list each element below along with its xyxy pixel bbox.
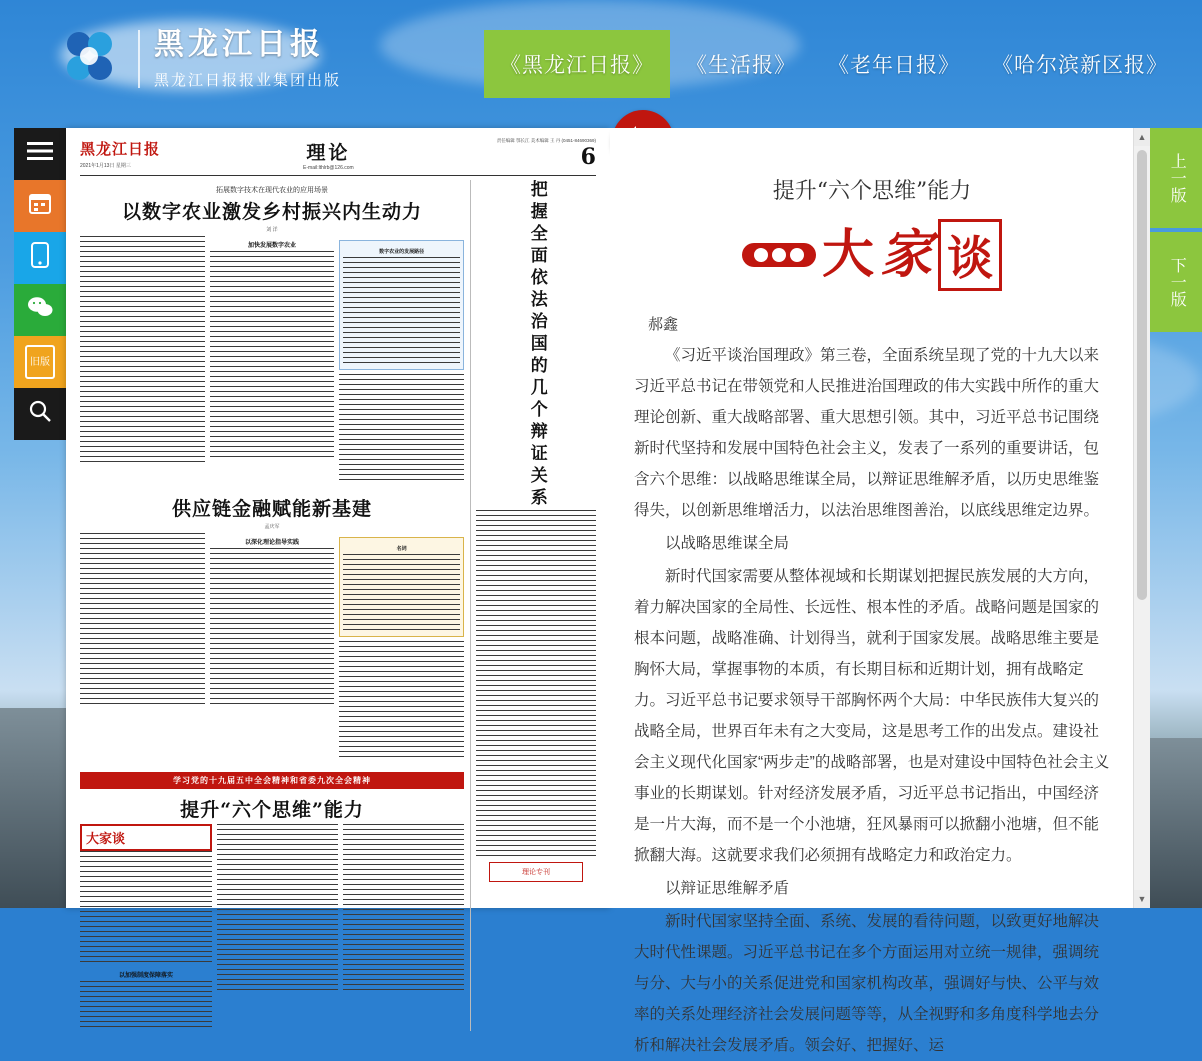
- article-byline-1: 刘 洋: [266, 227, 278, 233]
- calendar-icon: [28, 191, 52, 221]
- paper-text-block: [476, 510, 596, 856]
- article-byline-2: 孟庆军: [264, 524, 280, 531]
- scroll-up-icon[interactable]: ▲: [1134, 128, 1150, 146]
- newspaper-page-viewer[interactable]: [66, 128, 610, 980]
- article-paragraph: 《习近平谈治国理政》第三卷，全面系统呈现了党的十九大以来习近平总书记在带领党和人民推进治国理政的伟大实践中所作的重大理论创新、重大战略部署、重大思想引领。其中，习近平总书记围绕新时代坚持和发展中国特色社会主义，发表了一系列的重要讲话，包含六个思维：以战略思维谋全局，以辩证思维解矛盾，以历史思维鉴得失，以创新思维增活力，以法治思维图善治，以底线思维定边界。: [634, 347, 1100, 519]
- mobile-button[interactable]: [14, 232, 66, 284]
- dajiatan-figures-icon: [742, 243, 816, 267]
- menu-button[interactable]: [14, 128, 66, 180]
- paper-nav: [484, 30, 1184, 98]
- prev-page-button[interactable]: [1150, 128, 1202, 228]
- wechat-button[interactable]: [14, 284, 66, 336]
- page-nav-buttons: [1150, 128, 1202, 336]
- dajiatan-char-tan: 谈: [938, 219, 1002, 291]
- paper-text-block: [80, 236, 205, 463]
- paper-text-block: [80, 533, 205, 706]
- article-paragraph: 新时代国家需要从整体视域和长期谋划把握民族发展的大方向，着力解决国家的全局性、长远性、根本性的矛盾。战略问题是国家的根本问题，战略准确、计划得当，就利于国家发展。战略思维主要是胸怀大局，掌握事物的本质，有长期目标和近期计划，拥有战略定力。习近平总书记要求领导干部胸怀两个大局：中华民族伟大复兴的战略全局，世界百年未有之大变局，这是思考工作的出发点。建设社会主义现代化国家“两步走”的战略部署，也是对建设中国特色社会主义事业的长期谋划。针对经济发展矛盾，习近平总书记指出，中国经济是一片大海，而不是一个小池塘，狂风暴雨可以掀翻小池塘，但不能掀翻大海。这就要求我们必须拥有战略定力和政治定力。: [634, 568, 1110, 864]
- next-page-label: 下一版: [1168, 256, 1186, 308]
- dajiatan-char-jia: 家: [880, 224, 933, 285]
- paper-subhead: 以加强制度保障落实: [118, 972, 173, 980]
- nav-item-harbin-new-district[interactable]: 《哈尔滨新区报》: [992, 53, 1168, 77]
- paper-highlight-box: [339, 240, 464, 370]
- logo-subtitle: 黑龙江日报报业集团出版: [154, 72, 342, 89]
- vertical-headline[interactable]: 把握全面依法治国的几个辩证关系: [526, 180, 547, 510]
- site-logo[interactable]: [62, 28, 341, 90]
- search-button[interactable]: [14, 388, 66, 440]
- newspaper-date: 2021年1月13日 星期三: [80, 163, 131, 169]
- nav-item-senior-daily[interactable]: 《老年日报》: [828, 53, 960, 77]
- dajiatan-logo: [80, 824, 212, 851]
- article-title: 提升“六个思维”能力: [772, 179, 972, 204]
- paper-term-box: [339, 537, 464, 637]
- logo-divider: [138, 30, 140, 88]
- nav-item-heilongjiang-daily[interactable]: 《黑龙江日报》: [484, 30, 670, 98]
- paper-text-block: [210, 548, 335, 706]
- article-paragraph: 新时代国家坚持全面、系统、发展的看待问题，以致更好地解决大时代性课题。习近平总书记在多个方面运用对立统一规律，强调统与分、大与小的关系促进党和国家机构改革，强调好与快、公平与效率的关系处理经济社会发展问题等等，从全视野和多角度科学地去分析和解决社会发展矛盾。领会好、把握好、运: [634, 913, 1100, 1054]
- paper-subhead: 数字农业的发展路径: [379, 249, 425, 255]
- article-author: 郝鑫: [648, 316, 679, 333]
- paper-text-block: [343, 257, 460, 366]
- paper-text-block: [343, 554, 460, 633]
- newspaper-page-number: 6: [580, 144, 596, 170]
- newspaper-masthead-row: [80, 138, 596, 176]
- prev-page-label: 上一版: [1168, 152, 1186, 204]
- paper-stamp: 理论专刊: [489, 862, 583, 882]
- logo-title: 黑龙江日报: [154, 27, 324, 62]
- article-headline-3[interactable]: 提升“六个思维”能力: [180, 798, 364, 821]
- article-subheading: 以战略思维谋全局: [665, 535, 790, 552]
- dajiatan-label: 大家谈: [86, 831, 126, 847]
- newspaper-masthead: 黑龙江日报: [80, 140, 161, 158]
- article-headline-1[interactable]: 以数字农业激发乡村振兴内生动力: [121, 201, 422, 223]
- scroll-down-icon[interactable]: ▼: [1134, 890, 1150, 908]
- dajiatan-char-da: 大: [821, 224, 874, 285]
- scrollbar-thumb[interactable]: [1137, 150, 1147, 600]
- paper-text-block: [80, 981, 212, 1030]
- newspaper-email: E-mail:lthlrb@126.com: [303, 165, 354, 171]
- hamburger-icon: [27, 141, 53, 167]
- article-reader-pane[interactable]: [610, 128, 1150, 1054]
- wechat-icon: [27, 296, 53, 324]
- article-scrollbar[interactable]: [1133, 128, 1150, 908]
- paper-subhead: 名词: [396, 546, 407, 553]
- article-content: [610, 128, 1134, 1054]
- paper-text-block: [210, 251, 335, 458]
- newspaper-page-info: 责任编辑 鄂长江 美术编辑 王 丹 (0451-84690369): [496, 138, 596, 143]
- search-icon: [28, 399, 52, 429]
- tool-rail: [14, 128, 66, 440]
- old-version-button[interactable]: [14, 336, 66, 388]
- nav-item-life-paper[interactable]: 《生活报》: [686, 53, 796, 77]
- next-page-button[interactable]: [1150, 232, 1202, 332]
- calendar-button[interactable]: [14, 180, 66, 232]
- paper-text-block: [339, 641, 464, 760]
- paper-red-banner: 学习党的十九届五中全会精神和省委九次全会精神: [80, 772, 464, 789]
- newspaper-page[interactable]: [80, 138, 596, 980]
- paper-text-block: [339, 374, 464, 483]
- old-version-label: 旧版: [25, 345, 55, 379]
- article-kicker: 拓展数字技术在现代农业的应用场景: [216, 187, 328, 194]
- dajiatan-banner: [634, 219, 1110, 291]
- paper-text-block: [343, 824, 464, 992]
- paper-subhead: 加快发展数字农业: [248, 242, 297, 249]
- site-header: [0, 0, 1202, 126]
- article-subheading: 以辩证思维解矛盾: [665, 880, 790, 897]
- newspaper-section-name: 理论: [306, 142, 351, 164]
- paper-text-block: [217, 824, 338, 992]
- logo-mark-icon: [62, 28, 124, 90]
- mobile-icon: [31, 242, 49, 274]
- paper-subhead: 以深化理论指导实践: [245, 539, 300, 547]
- article-headline-2[interactable]: 供应链金融赋能新基建: [171, 498, 372, 521]
- paper-text-block: [80, 851, 212, 965]
